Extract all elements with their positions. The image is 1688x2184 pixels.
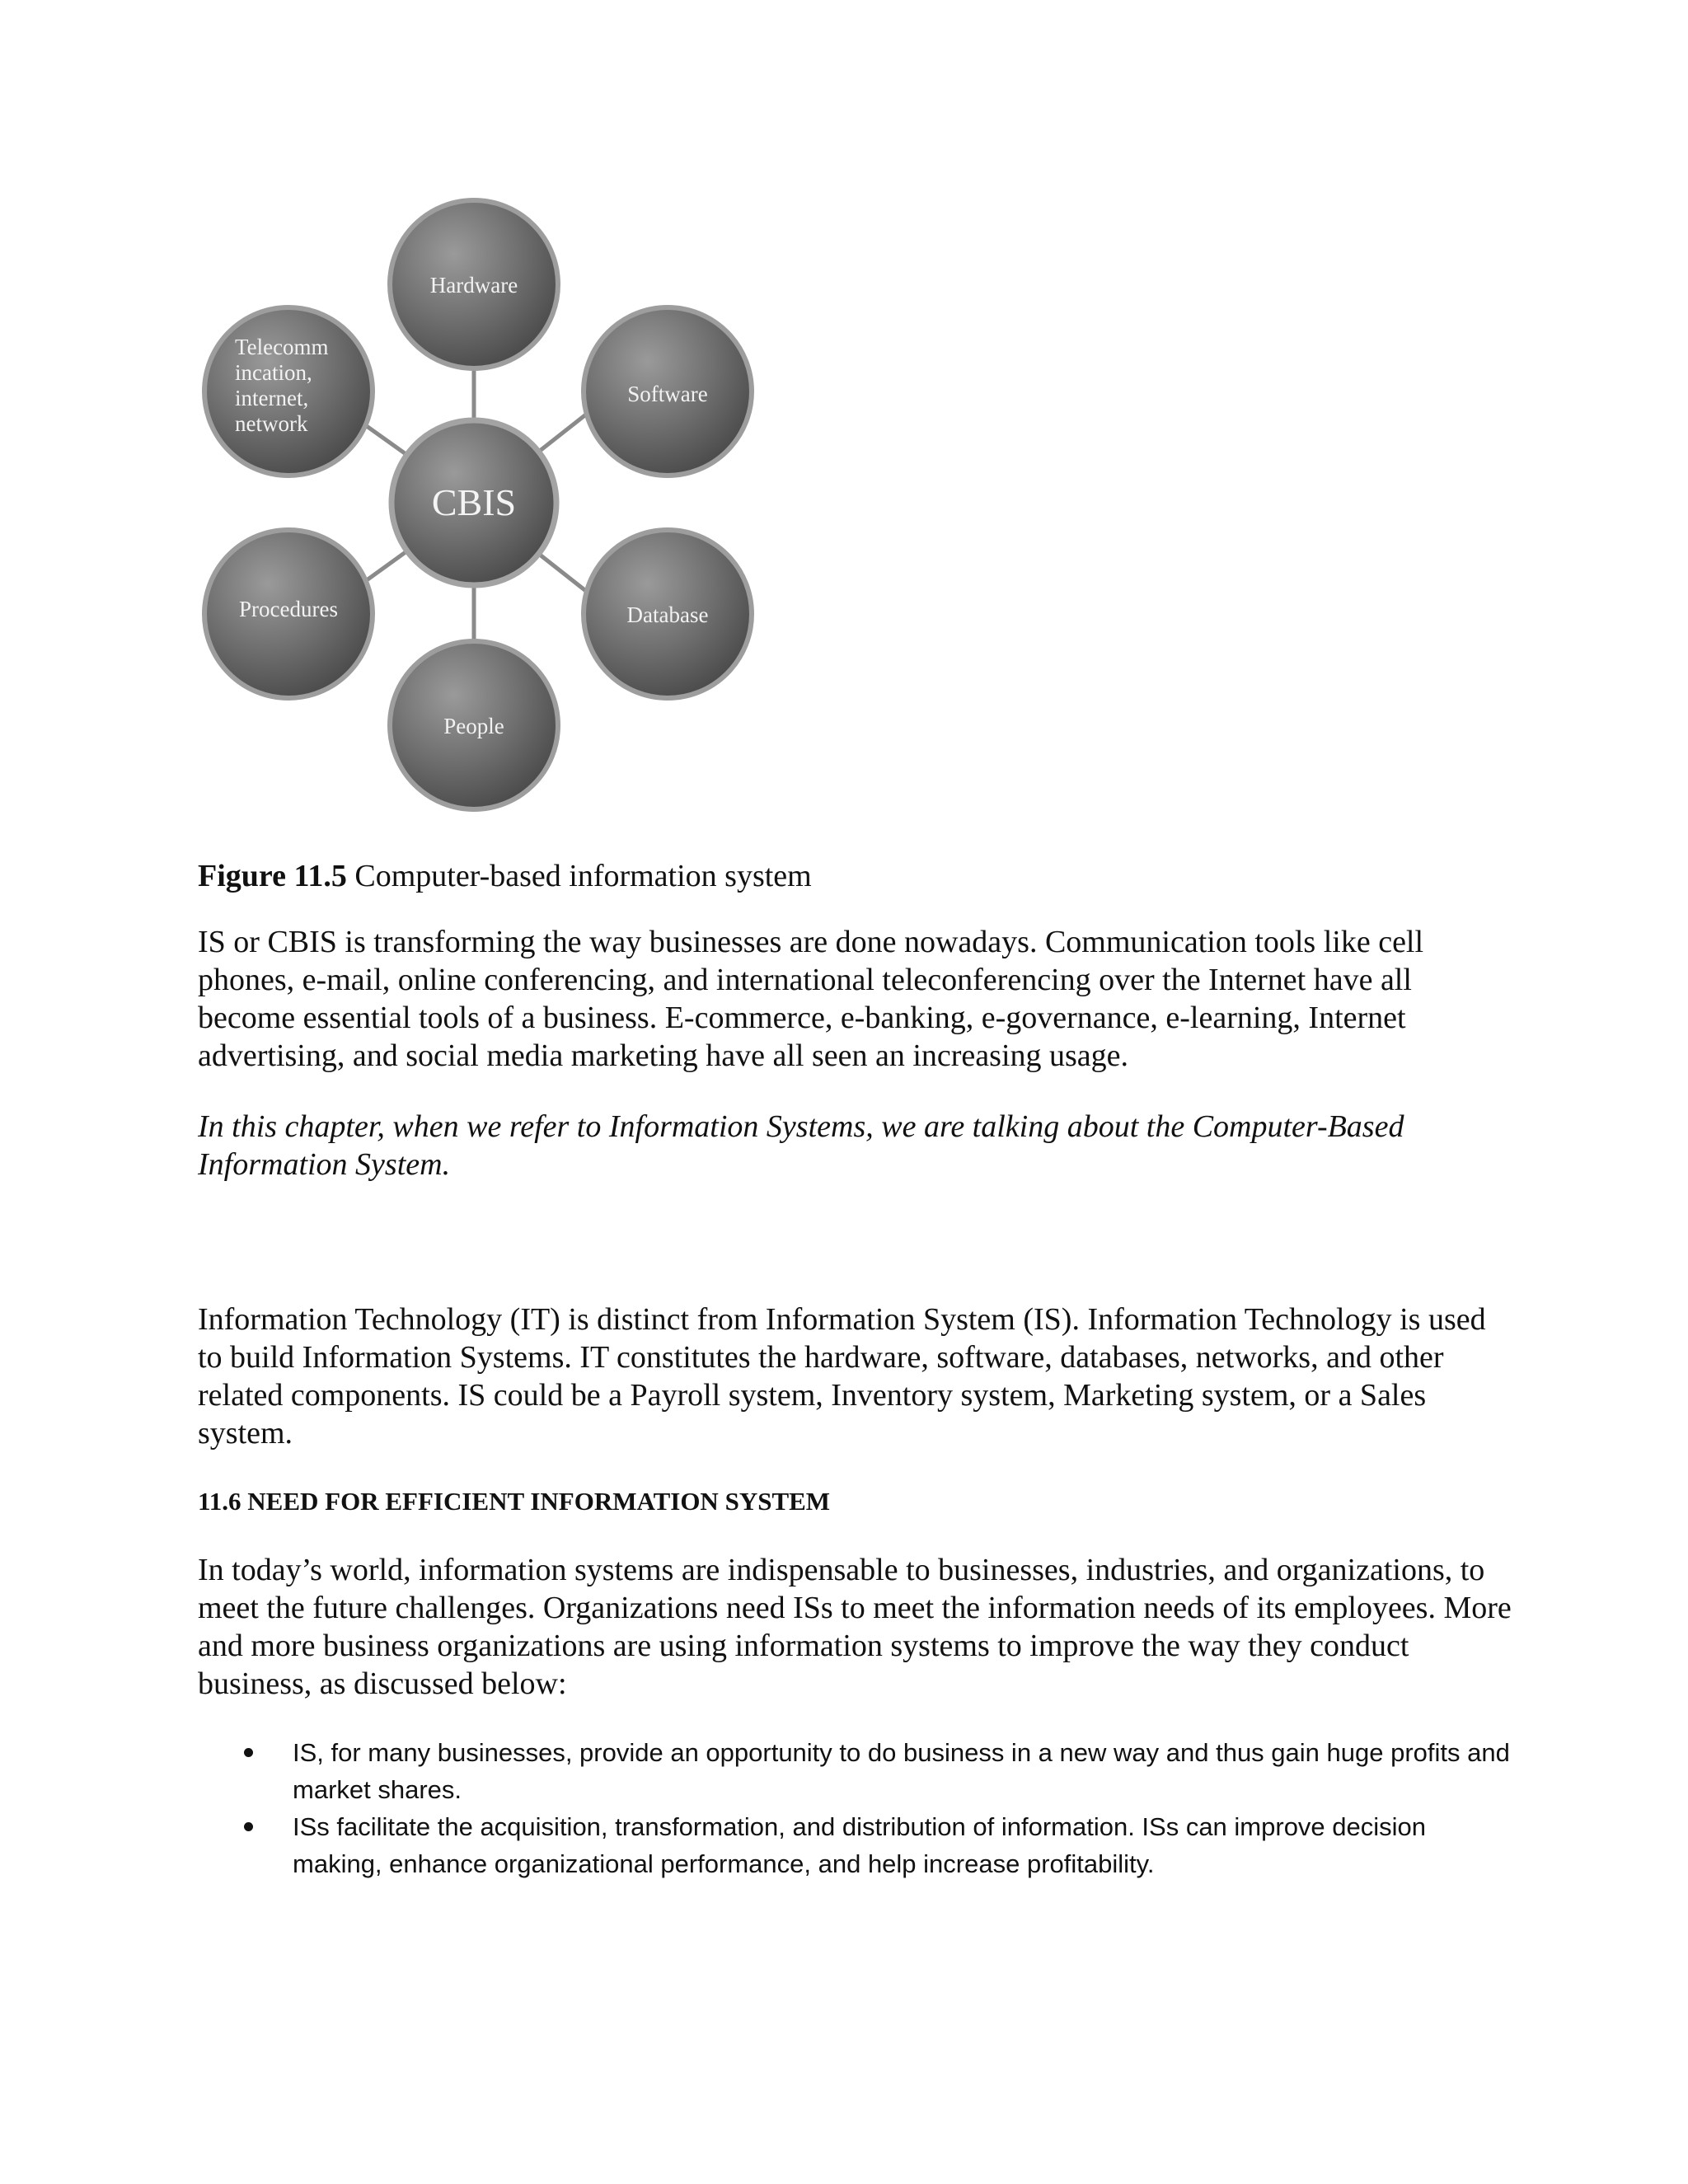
- cbis-diagram-svg: [185, 185, 787, 845]
- bullet-text: IS, for many businesses, provide an opportunity to do business in a new way and thus gain huge profits and market shares.: [293, 1738, 1510, 1804]
- figure-caption-label: Figure 11.5: [198, 859, 347, 893]
- bullet-item: [198, 1808, 1517, 1882]
- figure-caption: [198, 857, 1517, 895]
- paragraph-cbis-transforming: IS or CBIS is transforming the way businesses are done nowadays. Communication tools like cell phones, e-mail, online conferencing, and international teleconferencing over the Internet have all become essential tools of a business. E-commerce, e-banking, e-governance, e-learning, Internet advertising, and social media marketing have all seen an increasing usage.: [198, 925, 1424, 1073]
- node-telecom-label-line-3: internet,: [235, 386, 309, 410]
- node-procedures: [204, 530, 373, 698]
- node-software: [584, 307, 752, 476]
- cbis-diagram: [185, 185, 787, 845]
- node-database-label: Database: [626, 602, 709, 627]
- node-people-label: People: [443, 714, 504, 738]
- bullet-dot-icon: [244, 1822, 253, 1831]
- node-hardware: [390, 200, 558, 368]
- node-database: [584, 530, 752, 698]
- node-people: [390, 641, 558, 809]
- figure-caption-text: Computer-based information system: [346, 859, 812, 893]
- bullet-dot-icon: [244, 1748, 253, 1757]
- node-telecom-label-line-4: network: [235, 411, 308, 436]
- paragraph-it-vs-is: Information Technology (IT) is distinct from Information System (IS). Information Technology is used to build Information Systems. IT constitutes the hardware, software, databases, networks, and other related components. IS could be a Payroll system, Inventory system, Marketing system, or a Sales system.: [198, 1302, 1486, 1451]
- node-cbis-center: [392, 420, 556, 585]
- paragraph-chapter-note: In this chapter, when we refer to Information Systems, we are talking about the Computer-Based Information System.: [198, 1109, 1404, 1182]
- bullet-list: [198, 1734, 1517, 1882]
- node-telecom-label-line-2: incation,: [235, 360, 312, 385]
- bullet-item: [198, 1734, 1517, 1808]
- node-procedures-label: Procedures: [239, 597, 338, 621]
- node-telecommunication: [204, 307, 373, 476]
- node-software-label: Software: [627, 382, 708, 406]
- bullet-text: ISs facilitate the acquisition, transformation, and distribution of information. ISs can improve decision making, enhance organizational performance, and help increase profitability.: [293, 1812, 1427, 1878]
- node-hardware-label: Hardware: [429, 273, 518, 298]
- section-heading: 11.6 NEED FOR EFFICIENT INFORMATION SYSTEM: [198, 1487, 831, 1516]
- page-content: [198, 857, 1517, 1882]
- node-telecom-label-line-1: Telecomm: [235, 335, 329, 359]
- node-cbis-center-label: CBIS: [431, 481, 517, 523]
- section-intro: In today’s world, information systems are indispensable to businesses, industries, and organizations, to meet the future challenges. Organizations need ISs to meet the information needs of its employees. More and more business organizations are using information systems to improve the way they conduct business, as discussed below:: [198, 1553, 1512, 1701]
